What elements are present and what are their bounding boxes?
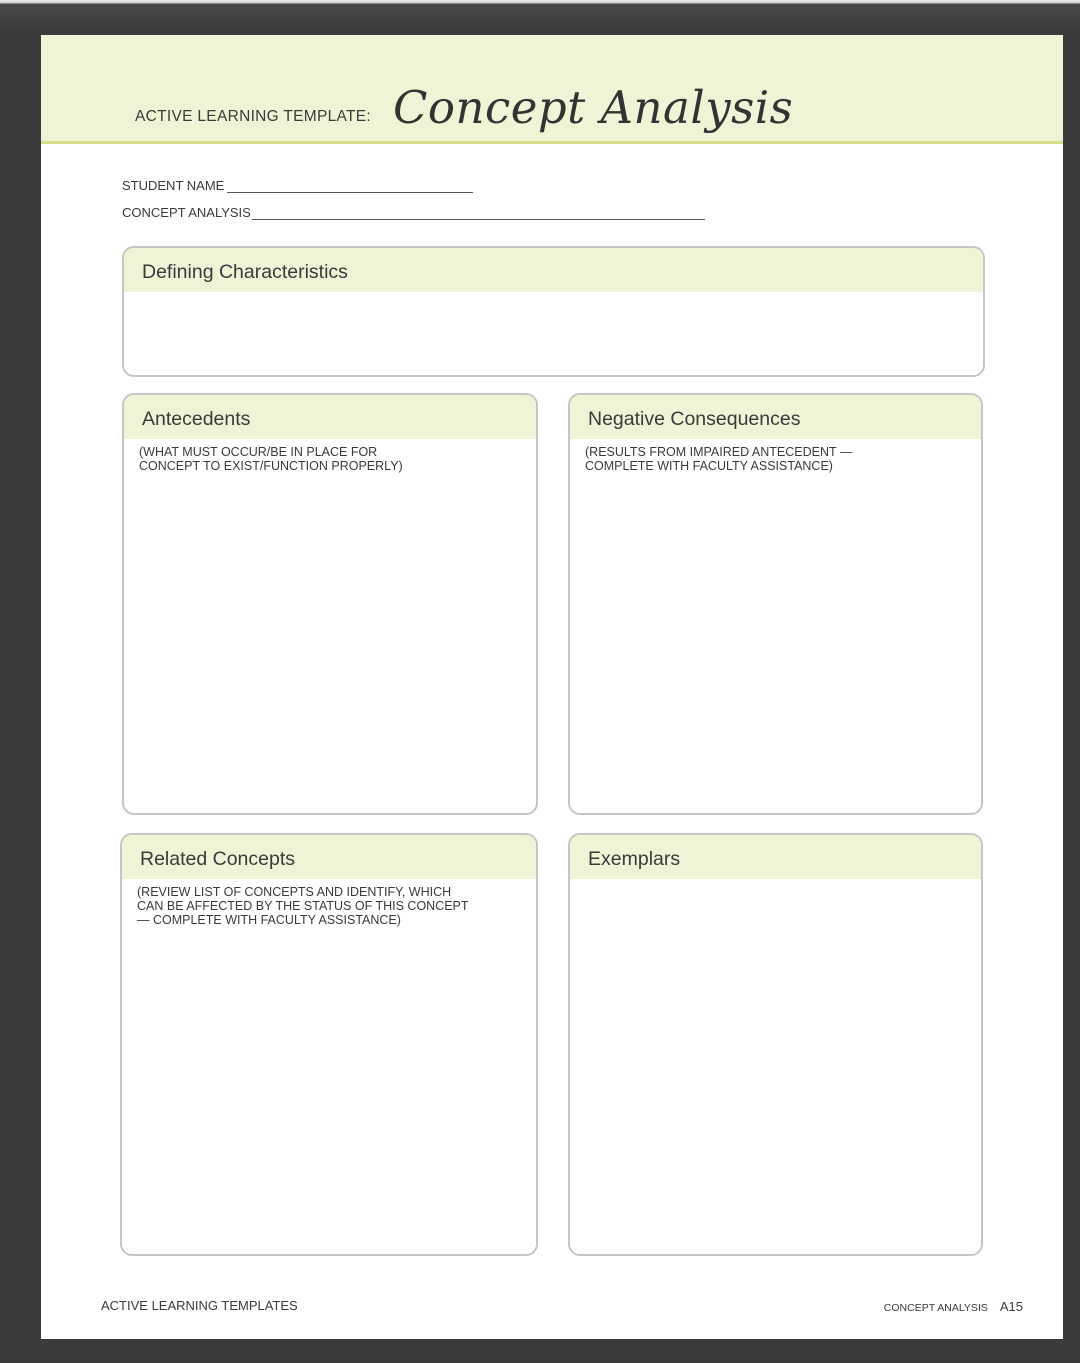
antecedents-header [124,395,536,439]
footer-page-info [884,1298,1023,1316]
negative-consequences-header [570,395,981,439]
related-concepts-instructions: (REVIEW LIST OF CONCEPTS AND IDENTIFY, WHICH CAN BE AFFECTED BY THE STATUS OF THIS CONCEPT — COMPLETE WITH FACULTY ASSISTANCE) [137,885,469,927]
concept-analysis-field[interactable] [122,205,705,220]
negative-consequences-box[interactable] [568,393,983,815]
student-name-field[interactable] [122,178,473,193]
footer-series-title: ACTIVE LEARNING TEMPLATES [101,1298,298,1313]
exemplars-title: Exemplars [588,848,681,870]
negative-consequences-instructions: (RESULTS FROM IMPAIRED ANTECEDENT — COMPLETE WITH FACULTY ASSISTANCE) [585,445,853,473]
defining-characteristics-title: Defining Characteristics [142,261,348,283]
page-number: A15 [999,1299,1023,1314]
page-title: Concept Analysis [393,81,794,134]
template-page [41,35,1063,1339]
defining-characteristics-header [124,248,983,292]
negative-consequences-title: Negative Consequences [588,408,801,430]
student-name-line [227,182,473,193]
exemplars-header [570,835,981,879]
header-band [41,35,1063,144]
related-concepts-title: Related Concepts [140,848,296,870]
antecedents-title: Antecedents [142,408,251,430]
concept-analysis-label: CONCEPT ANALYSIS [122,205,251,220]
antecedents-box[interactable] [122,393,538,815]
antecedents-instructions: (WHAT MUST OCCUR/BE IN PLACE FOR CONCEPT TO EXIST/FUNCTION PROPERLY) [139,445,403,473]
concept-analysis-line [252,209,705,220]
defining-characteristics-box[interactable] [122,246,985,377]
student-name-label: STUDENT NAME [122,178,225,193]
exemplars-box[interactable] [568,833,983,1256]
related-concepts-header [122,835,536,879]
related-concepts-box[interactable] [120,833,538,1256]
header-label: ACTIVE LEARNING TEMPLATE: [135,108,372,125]
footer-section-label: CONCEPT ANALYSIS [883,1302,988,1314]
